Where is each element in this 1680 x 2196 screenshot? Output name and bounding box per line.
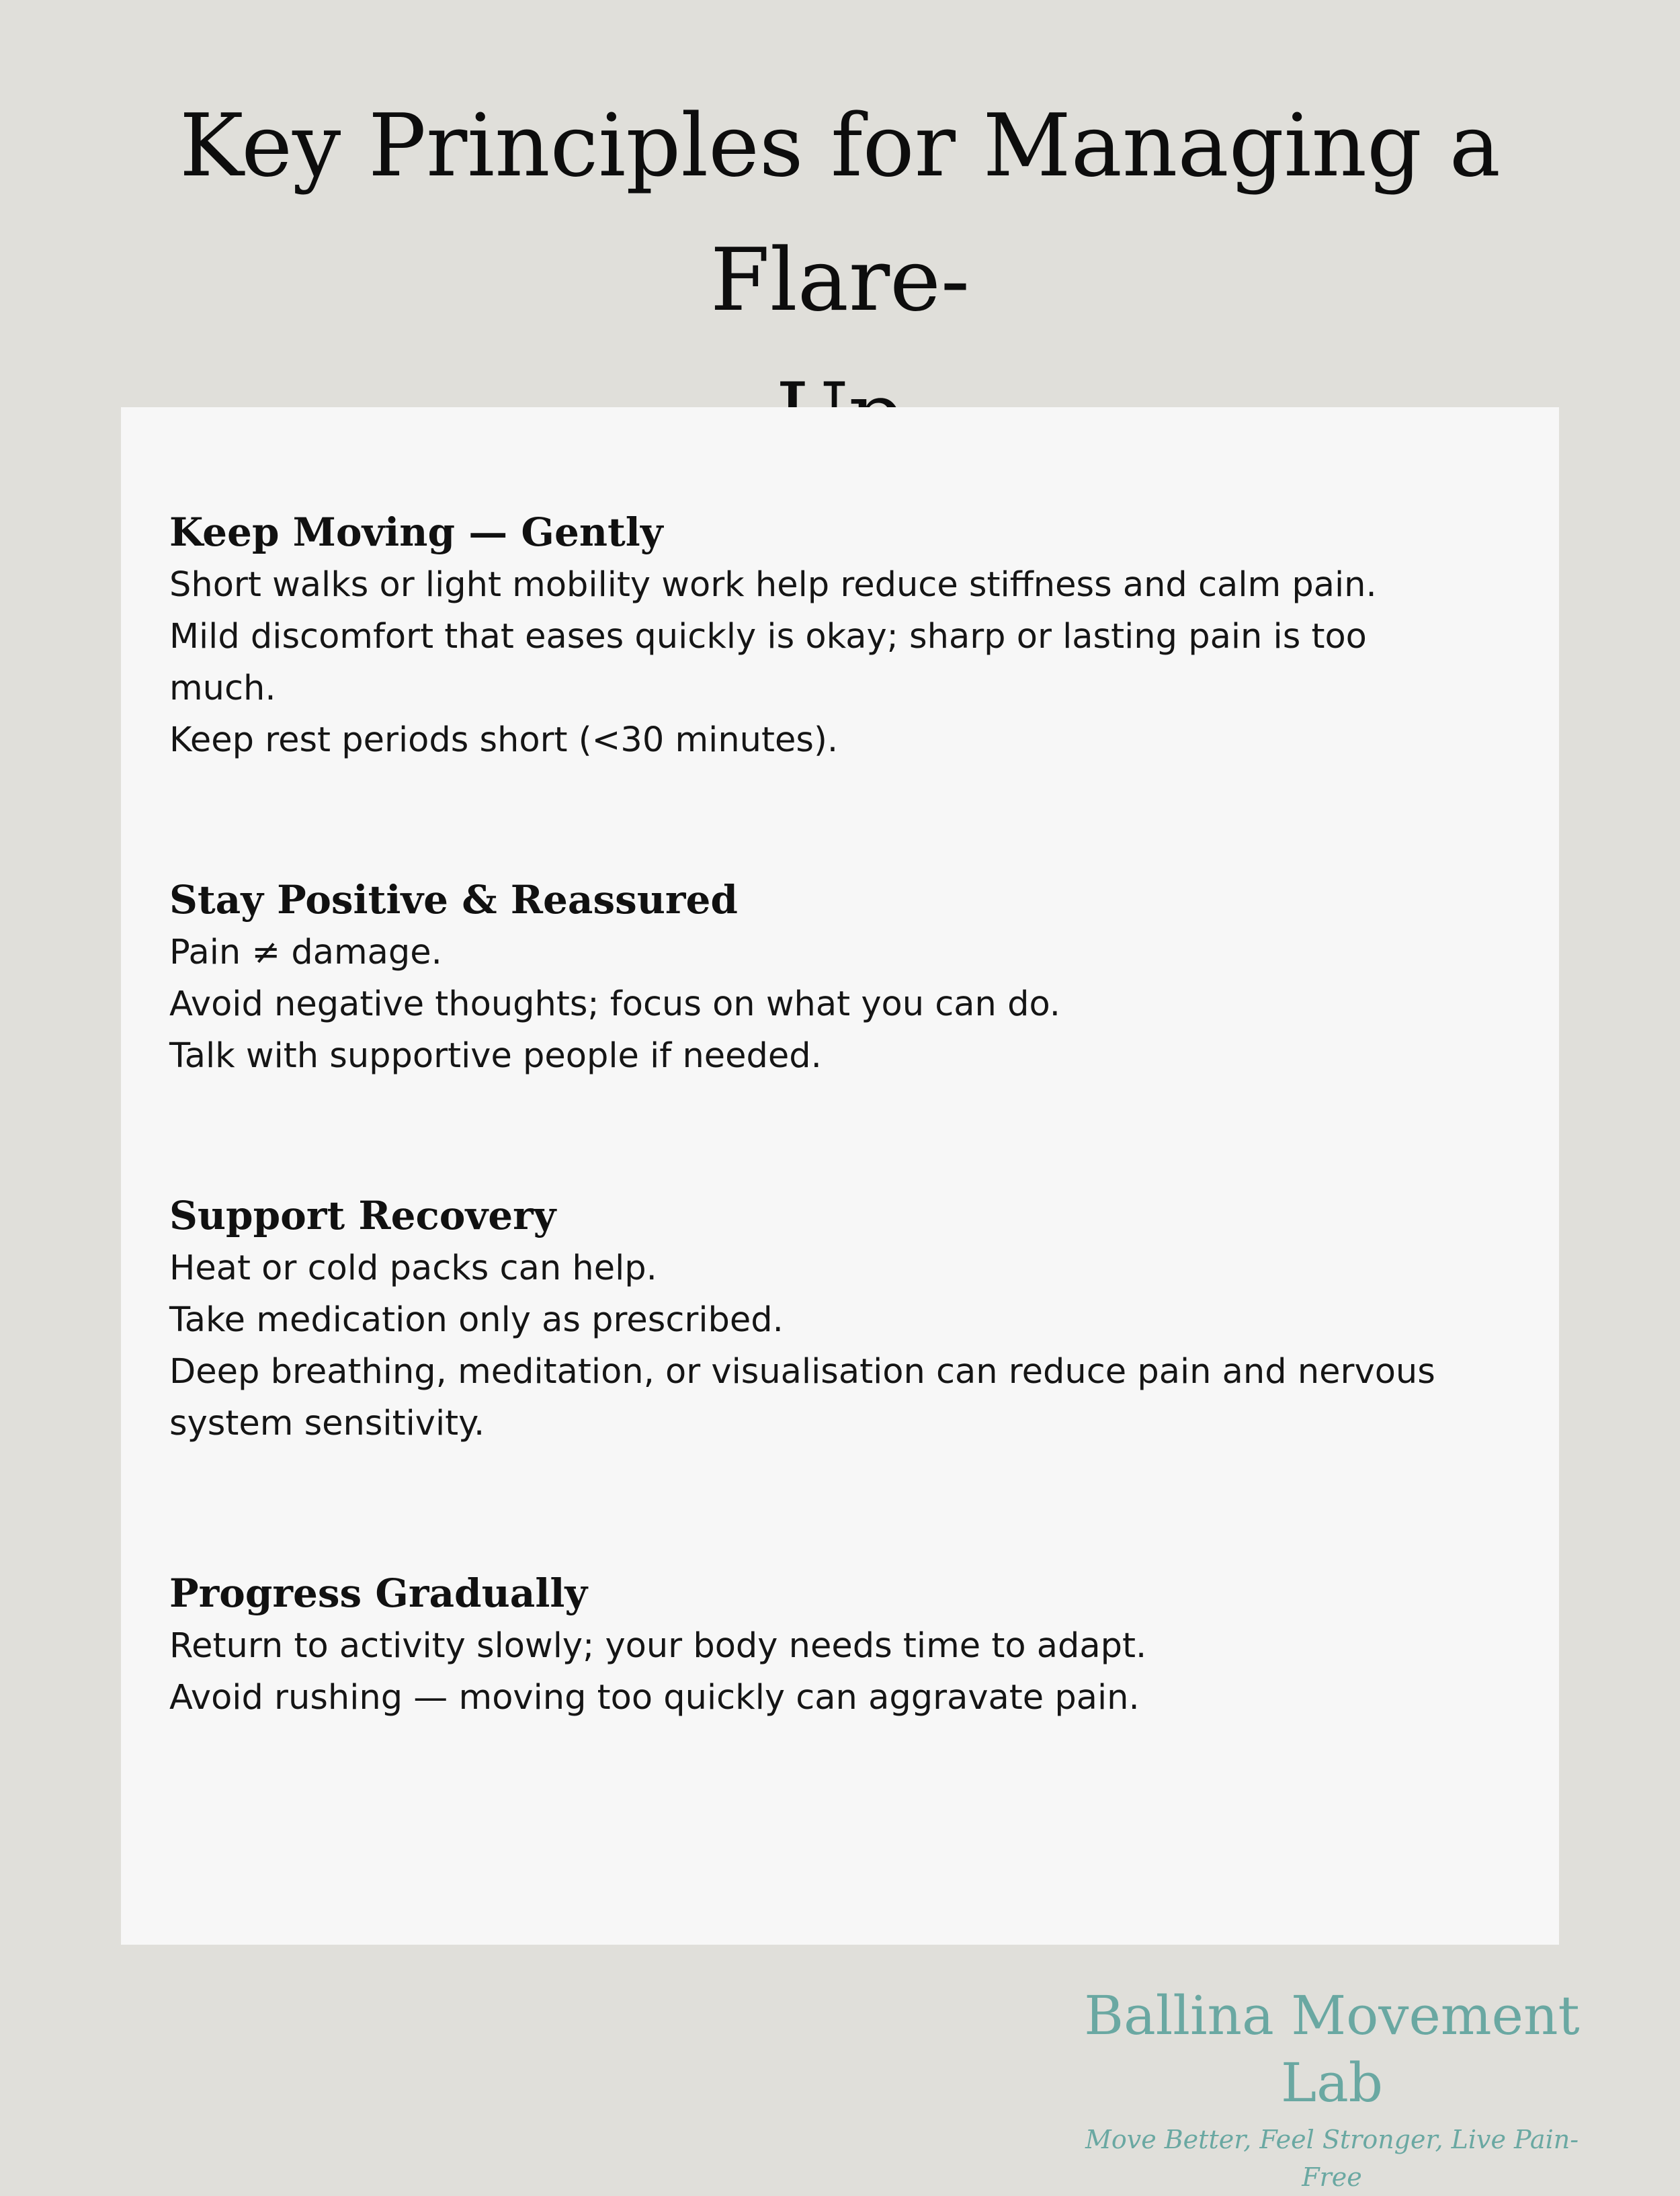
section-heading: Support Recovery [169, 1193, 556, 1238]
section-heading: Progress Gradually [169, 1570, 588, 1616]
section-line: Talk with supportive people if needed. [169, 1036, 822, 1076]
section-line: system sensitivity. [169, 1404, 485, 1443]
section-heading: Stay Positive & Reassured [169, 877, 738, 923]
section-progress-gradually [169, 1566, 1520, 1724]
section-line: Heat or cold packs can help. [169, 1249, 657, 1288]
section-line: Take medication only as prescribed. [169, 1300, 784, 1340]
section-line: Deep breathing, meditation, or visualisation can reduce pain and nervous [169, 1352, 1435, 1392]
section-line: Mild discomfort that eases quickly is okay; sharp or lasting pain is too [169, 617, 1367, 657]
brand-tagline: Move Better, Feel Stronger, Live Pain-Free [1085, 2125, 1579, 2192]
section-line: Keep rest periods short (<30 minutes). [169, 720, 839, 760]
brand-name: Ballina Movement Lab [1084, 1984, 1580, 2114]
page-title-line-1: Key Principles for Managing a Flare- [179, 96, 1501, 331]
section-heading: Keep Moving — Gently [169, 509, 663, 555]
section-stay-positive [169, 873, 1520, 1082]
section-keep-moving [169, 505, 1520, 766]
section-line: Avoid negative thoughts; focus on what you can do. [169, 984, 1060, 1024]
section-line: Return to activity slowly; your body needs time to adapt. [169, 1626, 1147, 1666]
brand-footer [1056, 1982, 1607, 2196]
section-line: much. [169, 669, 276, 708]
section-line: Short walks or light mobility work help reduce stiffness and calm pain. [169, 565, 1377, 605]
section-support-recovery [169, 1189, 1520, 1449]
content-card [121, 407, 1559, 1945]
section-line: Avoid rushing — moving too quickly can aggravate pain. [169, 1678, 1140, 1718]
section-line: Pain ≠ damage. [169, 933, 442, 972]
